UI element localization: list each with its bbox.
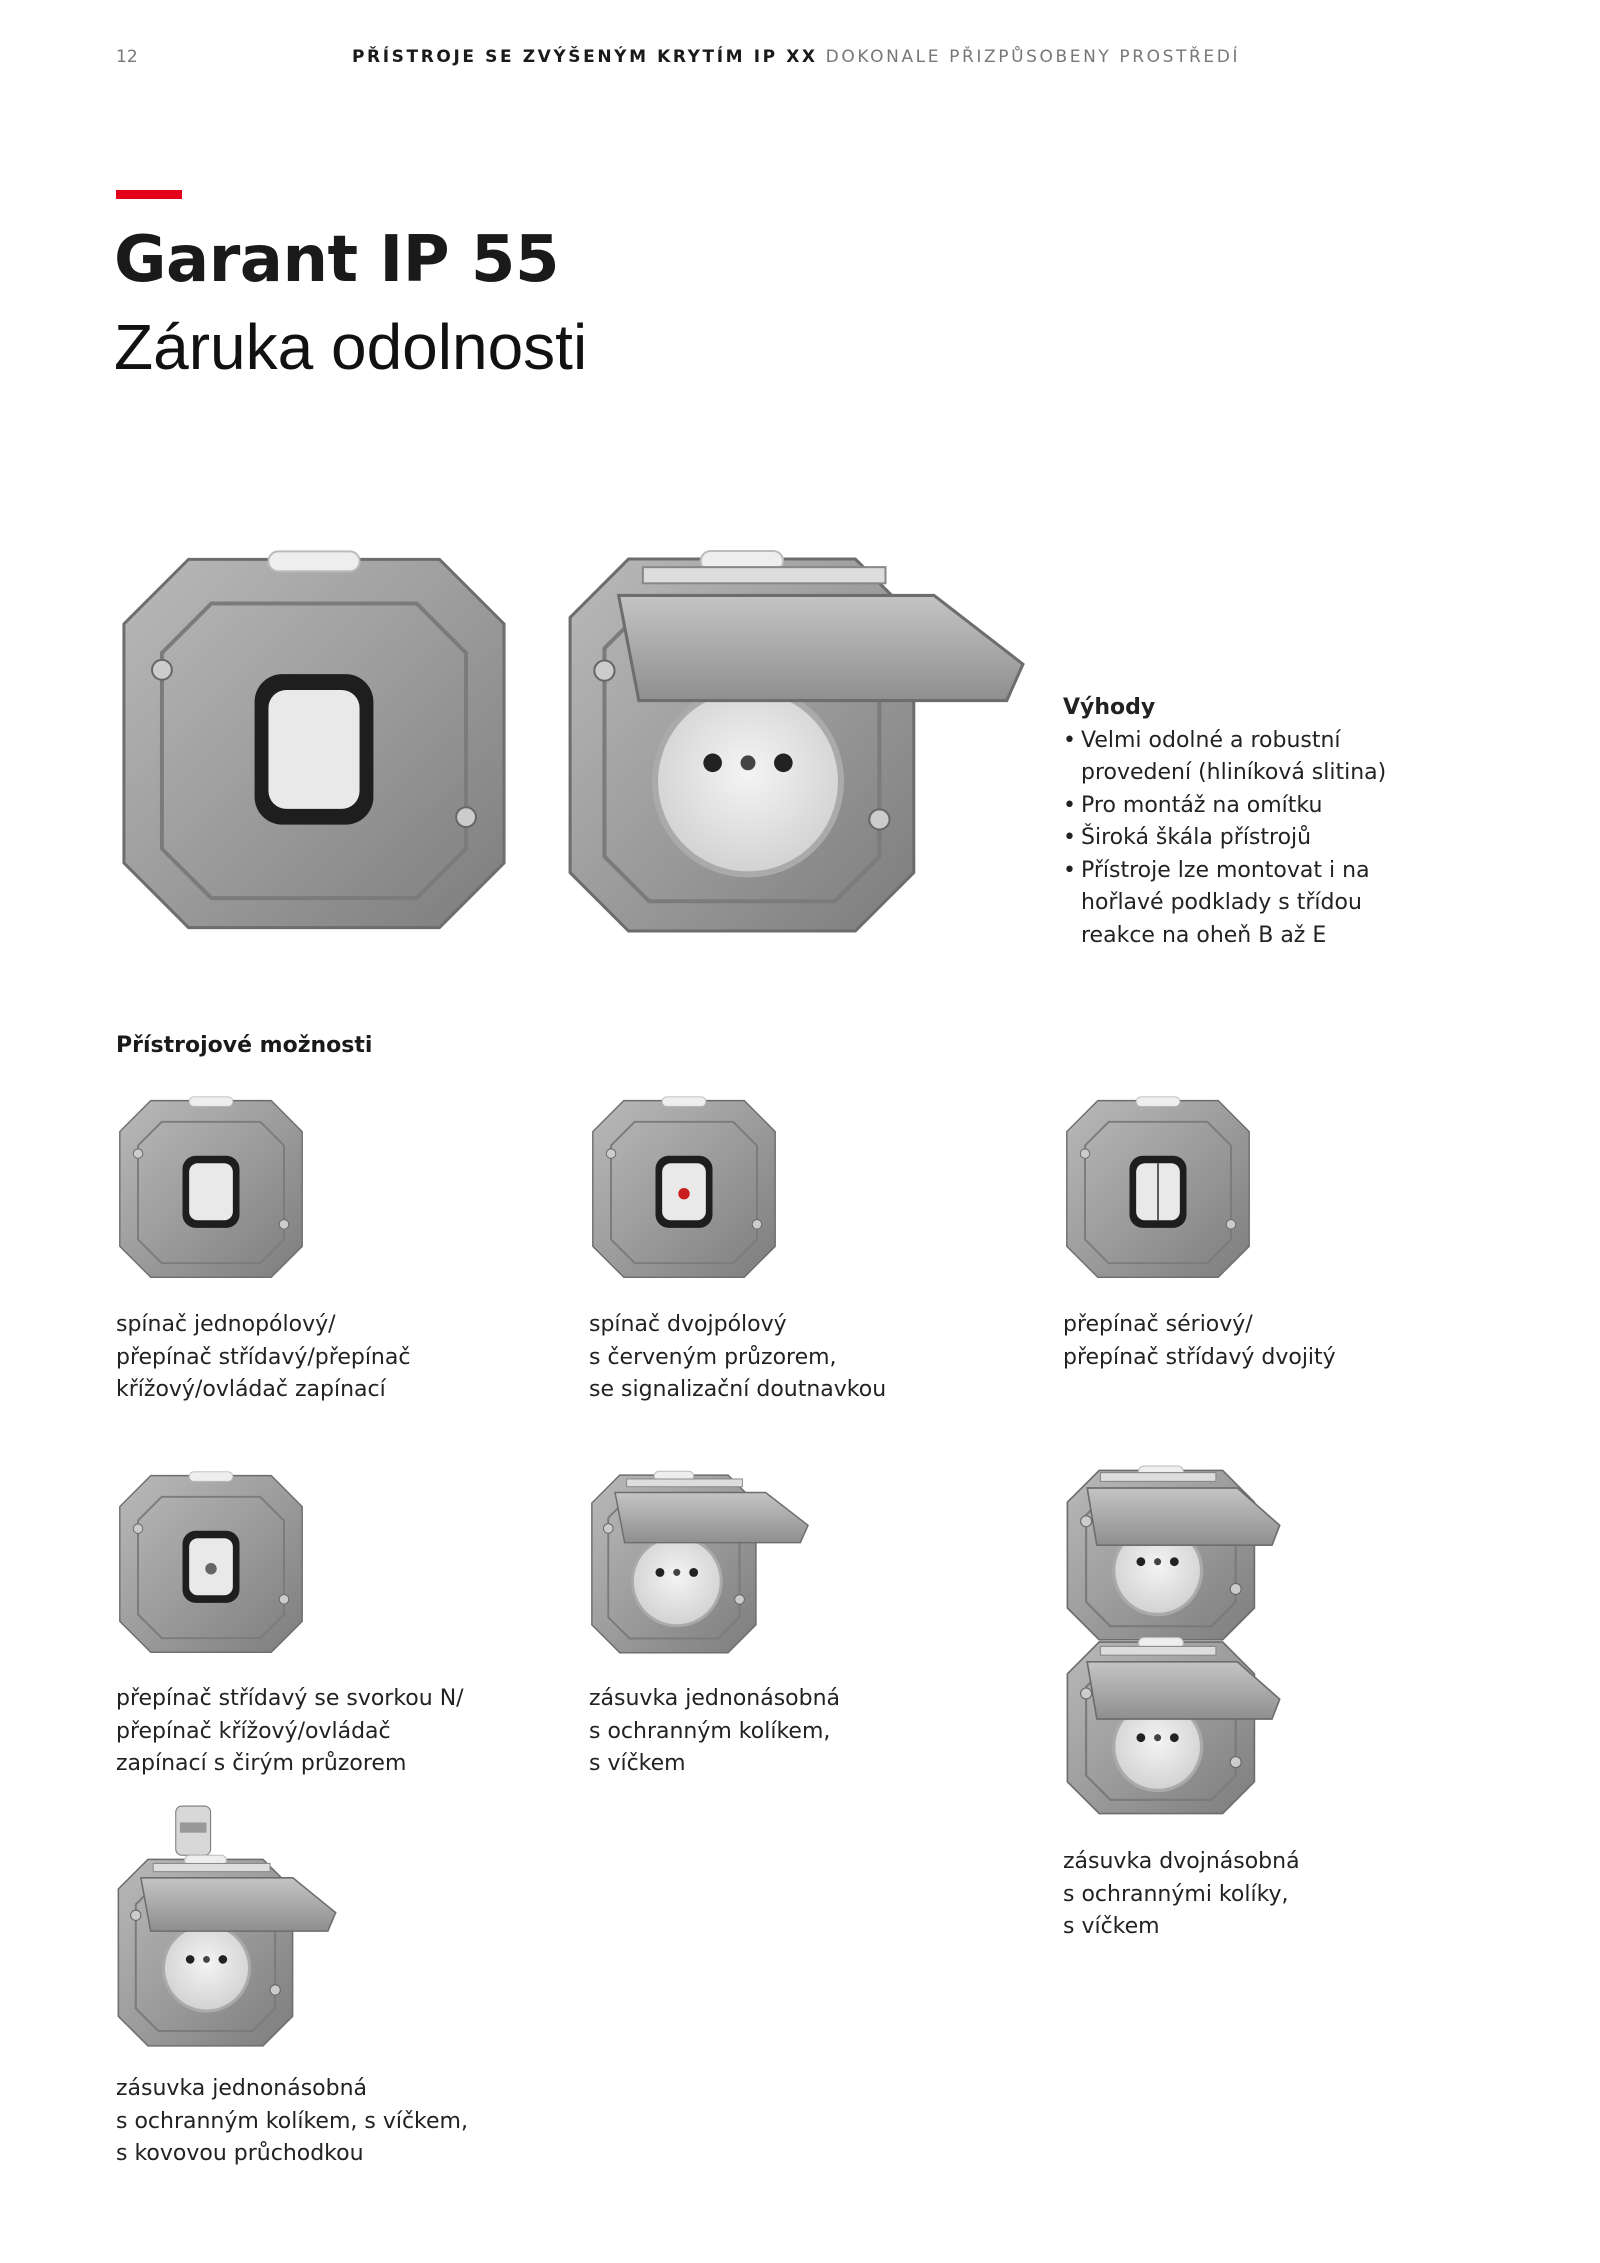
product-image-switch-large: [116, 538, 512, 945]
benefits-section: [1063, 692, 1463, 952]
option-caption: spínač dvojpólový s červeným průzorem, se signalizační doutnavkou: [589, 1312, 887, 1402]
option-caption: zásuvka jednonásobná s ochranným kolíkem, s víčkem, s kovovou průchodkou: [116, 2076, 468, 2166]
benefit-item: • Pro montáž na omítku: [1063, 790, 1463, 823]
product-image-series-switch: [1063, 1091, 1253, 1285]
benefits-heading: Výhody: [1063, 695, 1156, 720]
running-header-section: PŘÍSTROJE SE ZVÝŠENÝM KRYTÍM IP XX: [352, 47, 818, 67]
product-image-double-pole-switch: [589, 1091, 779, 1285]
running-header-subtitle: DOKONALE PŘIZPŮSOBENY PROSTŘEDÍ: [825, 47, 1241, 67]
benefit-item: • Široká škála přístrojů: [1063, 822, 1463, 855]
product-image-socket-with-gland: [114, 1804, 340, 2050]
benefits-list: [1063, 725, 1463, 953]
accent-bar: [116, 190, 182, 199]
product-image-single-pole-switch: [116, 1091, 306, 1285]
page-title: Garant IP 55: [114, 223, 559, 297]
benefit-item: • Velmi odolné a robustní provedení (hliníková slitina): [1063, 725, 1411, 790]
option-caption: přepínač střídavý se svorkou N/ přepínač křížový/ovládač zapínací s čirým průzorem: [116, 1686, 464, 1776]
product-image-socket-large: [562, 535, 1027, 947]
option-caption: spínač jednopólový/ přepínač střídavý/přepínač křížový/ovládač zapínací: [116, 1312, 411, 1402]
option-caption: zásuvka dvojnásobná s ochrannými kolíky, s víčkem: [1063, 1849, 1300, 1939]
page-subtitle: Záruka odolnosti: [114, 311, 588, 383]
option-caption: přepínač sériový/ přepínač střídavý dvojitý: [1063, 1312, 1336, 1370]
option-caption: zásuvka jednonásobná s ochranným kolíkem, s víčkem: [589, 1686, 841, 1776]
product-image-switch-with-n: [116, 1466, 306, 1660]
options-heading: Přístrojové možnosti: [116, 1033, 373, 1058]
product-image-double-socket: [1063, 1464, 1283, 1820]
page-number: 12: [116, 47, 138, 67]
product-image-single-socket: [588, 1464, 810, 1660]
running-header: [352, 47, 1240, 67]
benefit-item: • Přístroje lze montovat i na hořlavé podklady s třídou reakce na oheň B až E: [1063, 855, 1431, 953]
